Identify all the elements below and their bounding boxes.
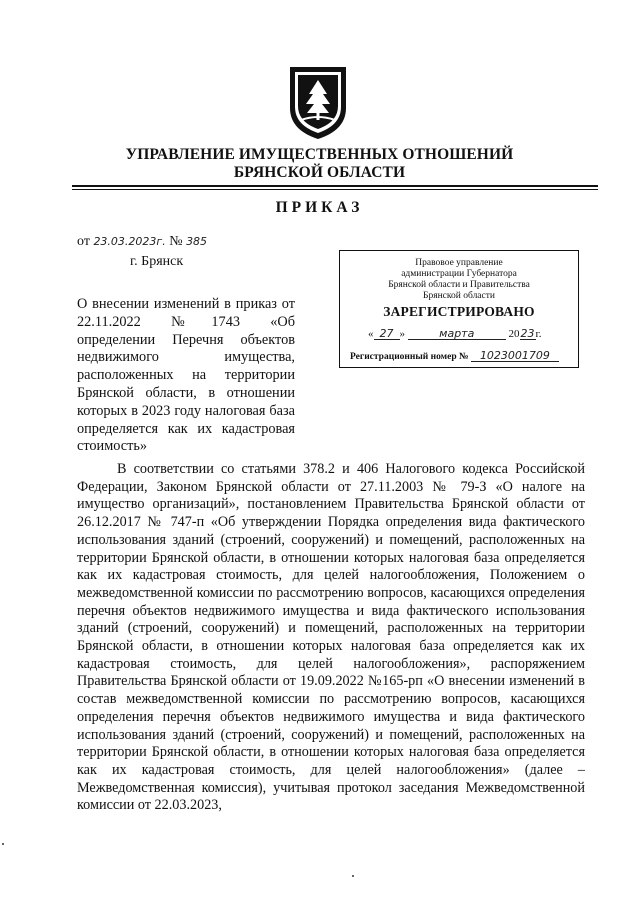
stamp-line3: Брянской области и Правительства [388,280,530,290]
date-prefix: от [77,234,90,249]
order-subject: О внесении изменений в приказ от 22.11.2022 №1743 «Об определении Перечня объектов недвижимого имущества, расположенных на территории Брянской области, в отношении которых в 2023 году налоговая база определяется как их кадастровая стоимость» [77,296,295,455]
stamp-registration-number [350,350,559,363]
stamp-year-suffix: 23 [520,327,535,340]
stamp-month: марта [408,328,506,340]
document-type-title: ПРИКАЗ [275,199,364,216]
scan-speck [352,875,354,877]
stamp-year-end: г. [535,328,542,340]
number-prefix: № [169,234,183,249]
handwritten-date: 23.03.2023г. [93,235,166,248]
order-date-number [77,234,207,250]
stamp-reg-number: 1023001709 [471,350,559,362]
stamp-line4: Брянской области [423,291,495,301]
header-rule-thick [72,185,598,187]
stamp-registered: ЗАРЕГИСТРИРОВАНО [383,304,535,319]
header-rule-thin [72,189,598,190]
registration-stamp [339,250,579,368]
organization-name-line1: УПРАВЛЕНИЕ ИМУЩЕСТВЕННЫХ ОТНОШЕНИЙ [125,146,514,163]
stamp-year-prefix: 20 [508,328,520,340]
city: г. Брянск [130,254,184,269]
handwritten-number: 385 [186,235,208,248]
organization-name [0,146,639,182]
stamp-reg-label: Регистрационный номер № [350,352,469,362]
stamp-date: « 27 » марта 2023г. [368,327,542,340]
coat-of-arms-emblem [287,64,349,142]
scan-speck [2,843,4,845]
stamp-line2: администрации Губернатора [401,269,517,279]
stamp-day: 27 [374,328,400,340]
stamp-line1: Правовое управление [415,258,503,268]
organization-name-line2: БРЯНСКОЙ ОБЛАСТИ [233,164,406,181]
order-preamble-text: В соответствии со статьями 378.2 и 406 Налогового кодекса Российской Федерации, Законом Брянской области от 27.11.2003 № 79-З «О налоге на имущество организаций», постановлением Правительства Брянской области от 26.12.2017 № 747-п «Об утверждении Порядка определения вида фактического использования зданий (строений, сооружений) и помещений, расположенных на территории Брянской области, в отношении которых налоговая база определяется как их кадастровая стоимость, для целей налогообложения, Положением о межведомственной комиссии по рассмотрению вопросов, касающихся определения перечня объектов недвижимого имущества и вида фактического использования зданий (строений, сооружений) и помещений, расположенных на территории Брянской области, в отношении которых налоговая база определяется как их кадастровая стоимость, для целей налогообложения», распоряжением Правительства Брянской области от 19.09.2022 №165-рп «О внесении изменений в состав межведомственной комиссии по рассмотрению вопросов, касающихся определения перечня объектов недвижимого имущества и вида фактического использования зданий (строений, сооружений) и помещений, расположенных на территории Брянской области, в отношении которых налоговая база определяется как их кадастровая стоимость, для целей налогообложения» (далее – Межведомственная комиссия), учитывая протокол заседания Межведомственной комиссии от 22.03.2023, [77,461,585,814]
